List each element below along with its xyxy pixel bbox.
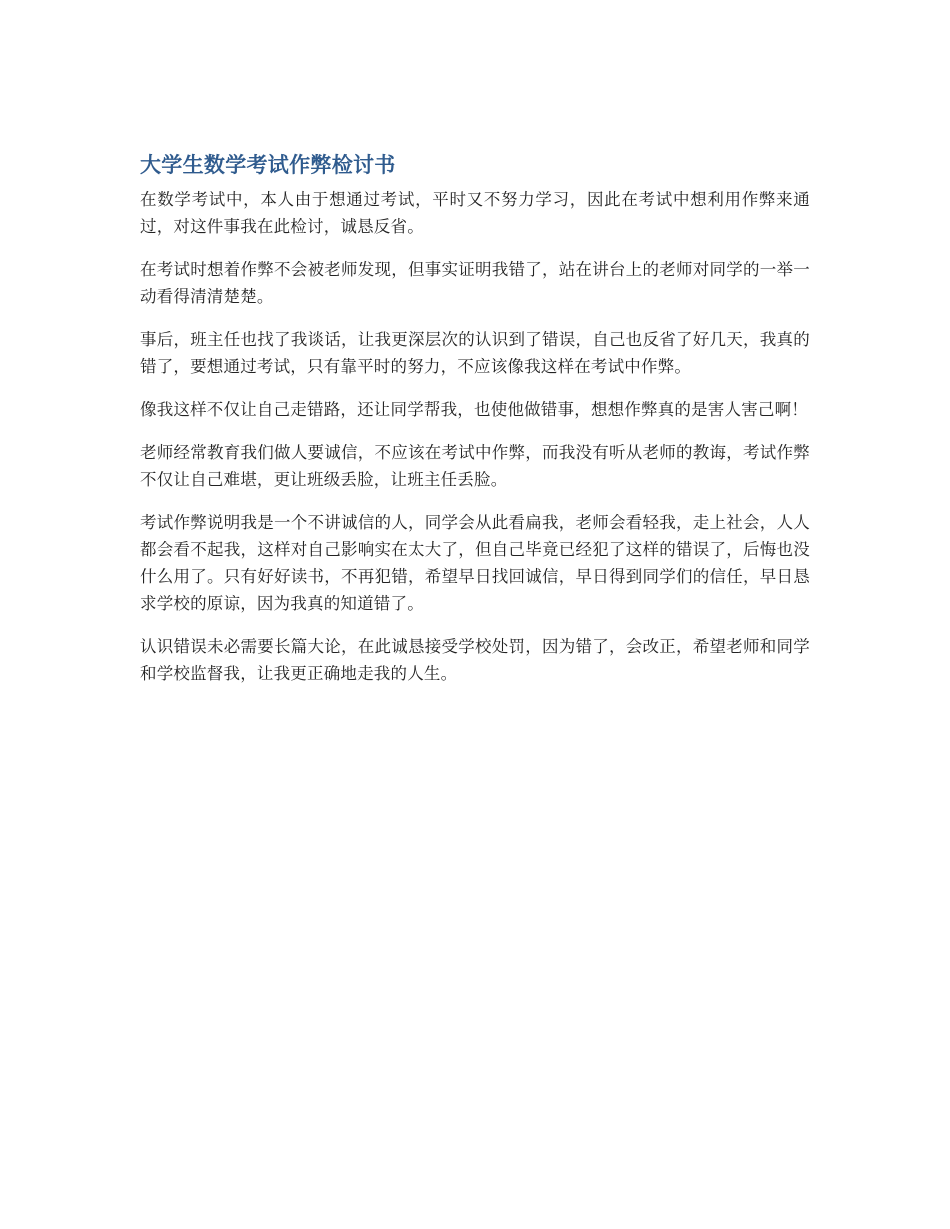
paragraph-1: 在数学考试中，本人由于想通过考试，平时又不努力学习，因此在考试中想利用作弊来通过，对这件事我在此检讨，诚恳反省。 (140, 190, 810, 236)
paragraph-5: 老师经常教育我们做人要诚信，不应该在考试中作弊，而我没有听从老师的教诲，考试作弊不仅让自己难堪，更让班级丢脸，让班主任丢脸。 (140, 443, 810, 489)
paragraph-6: 考试作弊说明我是一个不讲诚信的人，同学会从此看扁我，老师会看轻我，走上社会，人人都会看不起我，这样对自己影响实在太大了，但自己毕竟已经犯了这样的错误了，后悔也没什么用了。只有好好读书，不再犯错，希望早日找回诚信，早日得到同学们的信任，早日恳求学校的原谅，因为我真的知道错了。 (140, 513, 810, 613)
paragraph-7: 认识错误未必需要长篇大论，在此诚恳接受学校处罚，因为错了，会改正，希望老师和同学和学校监督我，让我更正确地走我的人生。 (140, 637, 810, 683)
paragraph-3: 事后，班主任也找了我谈话，让我更深层次的认识到了错误，自己也反省了好几天，我真的错了，要想通过考试，只有靠平时的努力，不应该像我这样在考试中作弊。 (140, 330, 810, 376)
paragraph-4: 像我这样不仅让自己走错路，还让同学帮我，也使他做错事，想想作弊真的是害人害己啊！ (140, 400, 808, 419)
paragraph-2: 在考试时想着作弊不会被老师发现，但事实证明我错了，站在讲台上的老师对同学的一举一动看得清清楚楚。 (140, 260, 810, 306)
document-page (140, 150, 810, 703)
document-title: 大学生数学考试作弊检讨书 (140, 153, 396, 177)
